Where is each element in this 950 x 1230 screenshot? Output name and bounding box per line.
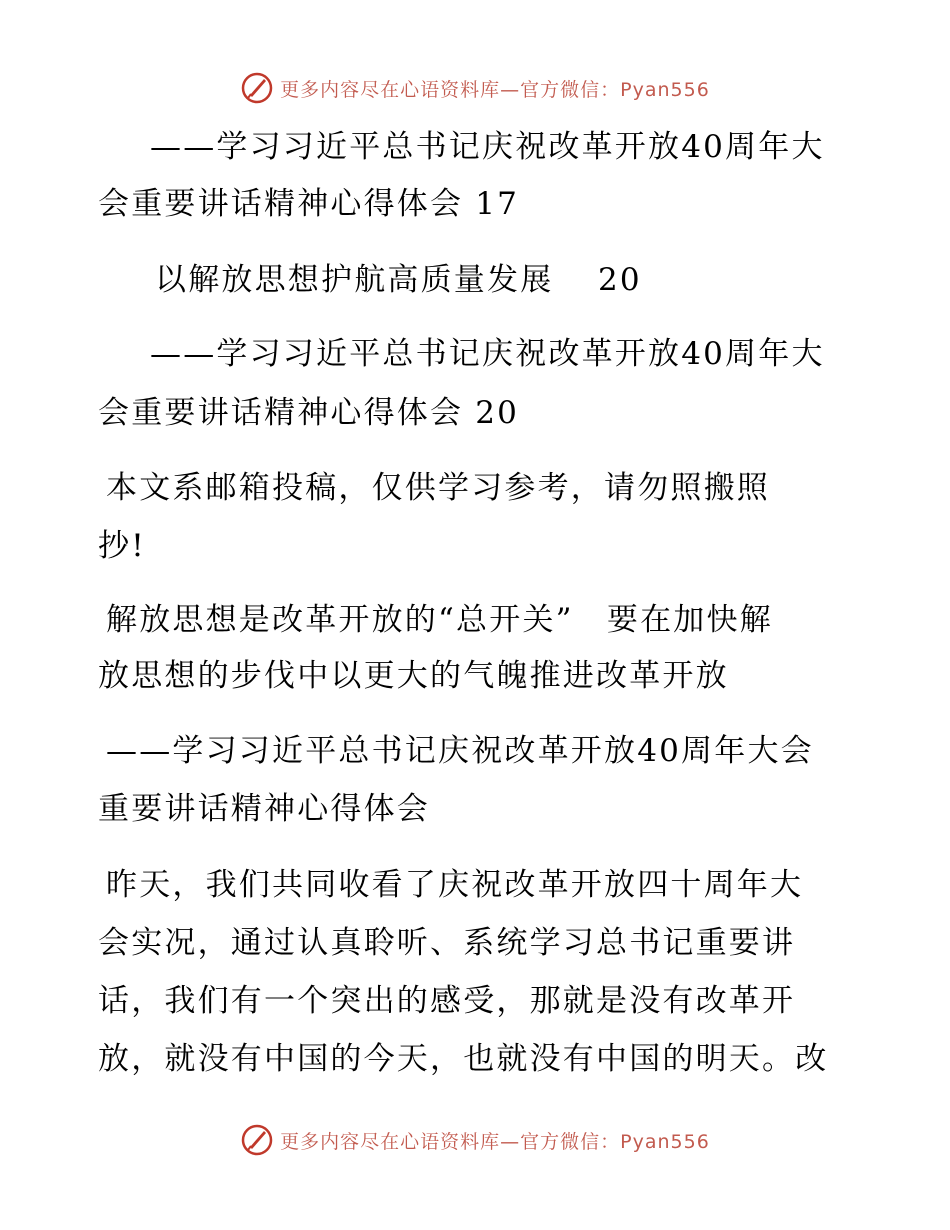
top-watermark-banner [0, 68, 950, 108]
body-line-2: 会实况，通过认真聆听、系统学习总书记重要讲 [98, 925, 796, 961]
body-line-4: 放，就没有中国的今天，也就没有中国的明天。改 [98, 1041, 829, 1077]
watermark-text: 更多内容尽在心语资料库—官方微信：Pyan556 [280, 78, 710, 101]
article-title-line2: 放思想的步伐中以更大的气魄推进改革开放 [98, 658, 729, 694]
toc-entry-3-line1: ——学习习近平总书记庆祝改革开放40周年大 [150, 336, 825, 372]
toc-entry-1-line2: 会重要讲话精神心得体会 17 [98, 186, 520, 222]
notice-line1: 本文系邮箱投稿，仅供学习参考，请勿照搬照 [106, 470, 770, 506]
article-title-line1: 解放思想是改革开放的“总开关” 要在加快解 [106, 602, 773, 638]
notice-line2: 抄! [98, 528, 146, 564]
bottom-watermark-banner [0, 1120, 950, 1160]
toc-entry-3-line2: 会重要讲话精神心得体会 20 [98, 395, 520, 431]
toc-entry-1-line1: ——学习习近平总书记庆祝改革开放40周年大 [150, 129, 825, 165]
article-subtitle-line1: ——学习习近平总书记庆祝改革开放40周年大会 [106, 733, 814, 769]
article-subtitle-line2: 重要讲话精神心得体会 [98, 791, 430, 827]
toc-entry-2-page: 20 [598, 262, 642, 298]
body-line-3: 话，我们有一个突出的感受，那就是没有改革开 [98, 983, 796, 1019]
toc-entry-2-title: 以解放思想护航高质量发展 [155, 262, 554, 298]
watermark-text: 更多内容尽在心语资料库—官方微信：Pyan556 [280, 1130, 710, 1153]
body-line-1: 昨天，我们共同收看了庆祝改革开放四十周年大 [106, 867, 804, 903]
quill-pen-logo-icon [240, 71, 274, 105]
quill-pen-logo-icon [240, 1123, 274, 1157]
